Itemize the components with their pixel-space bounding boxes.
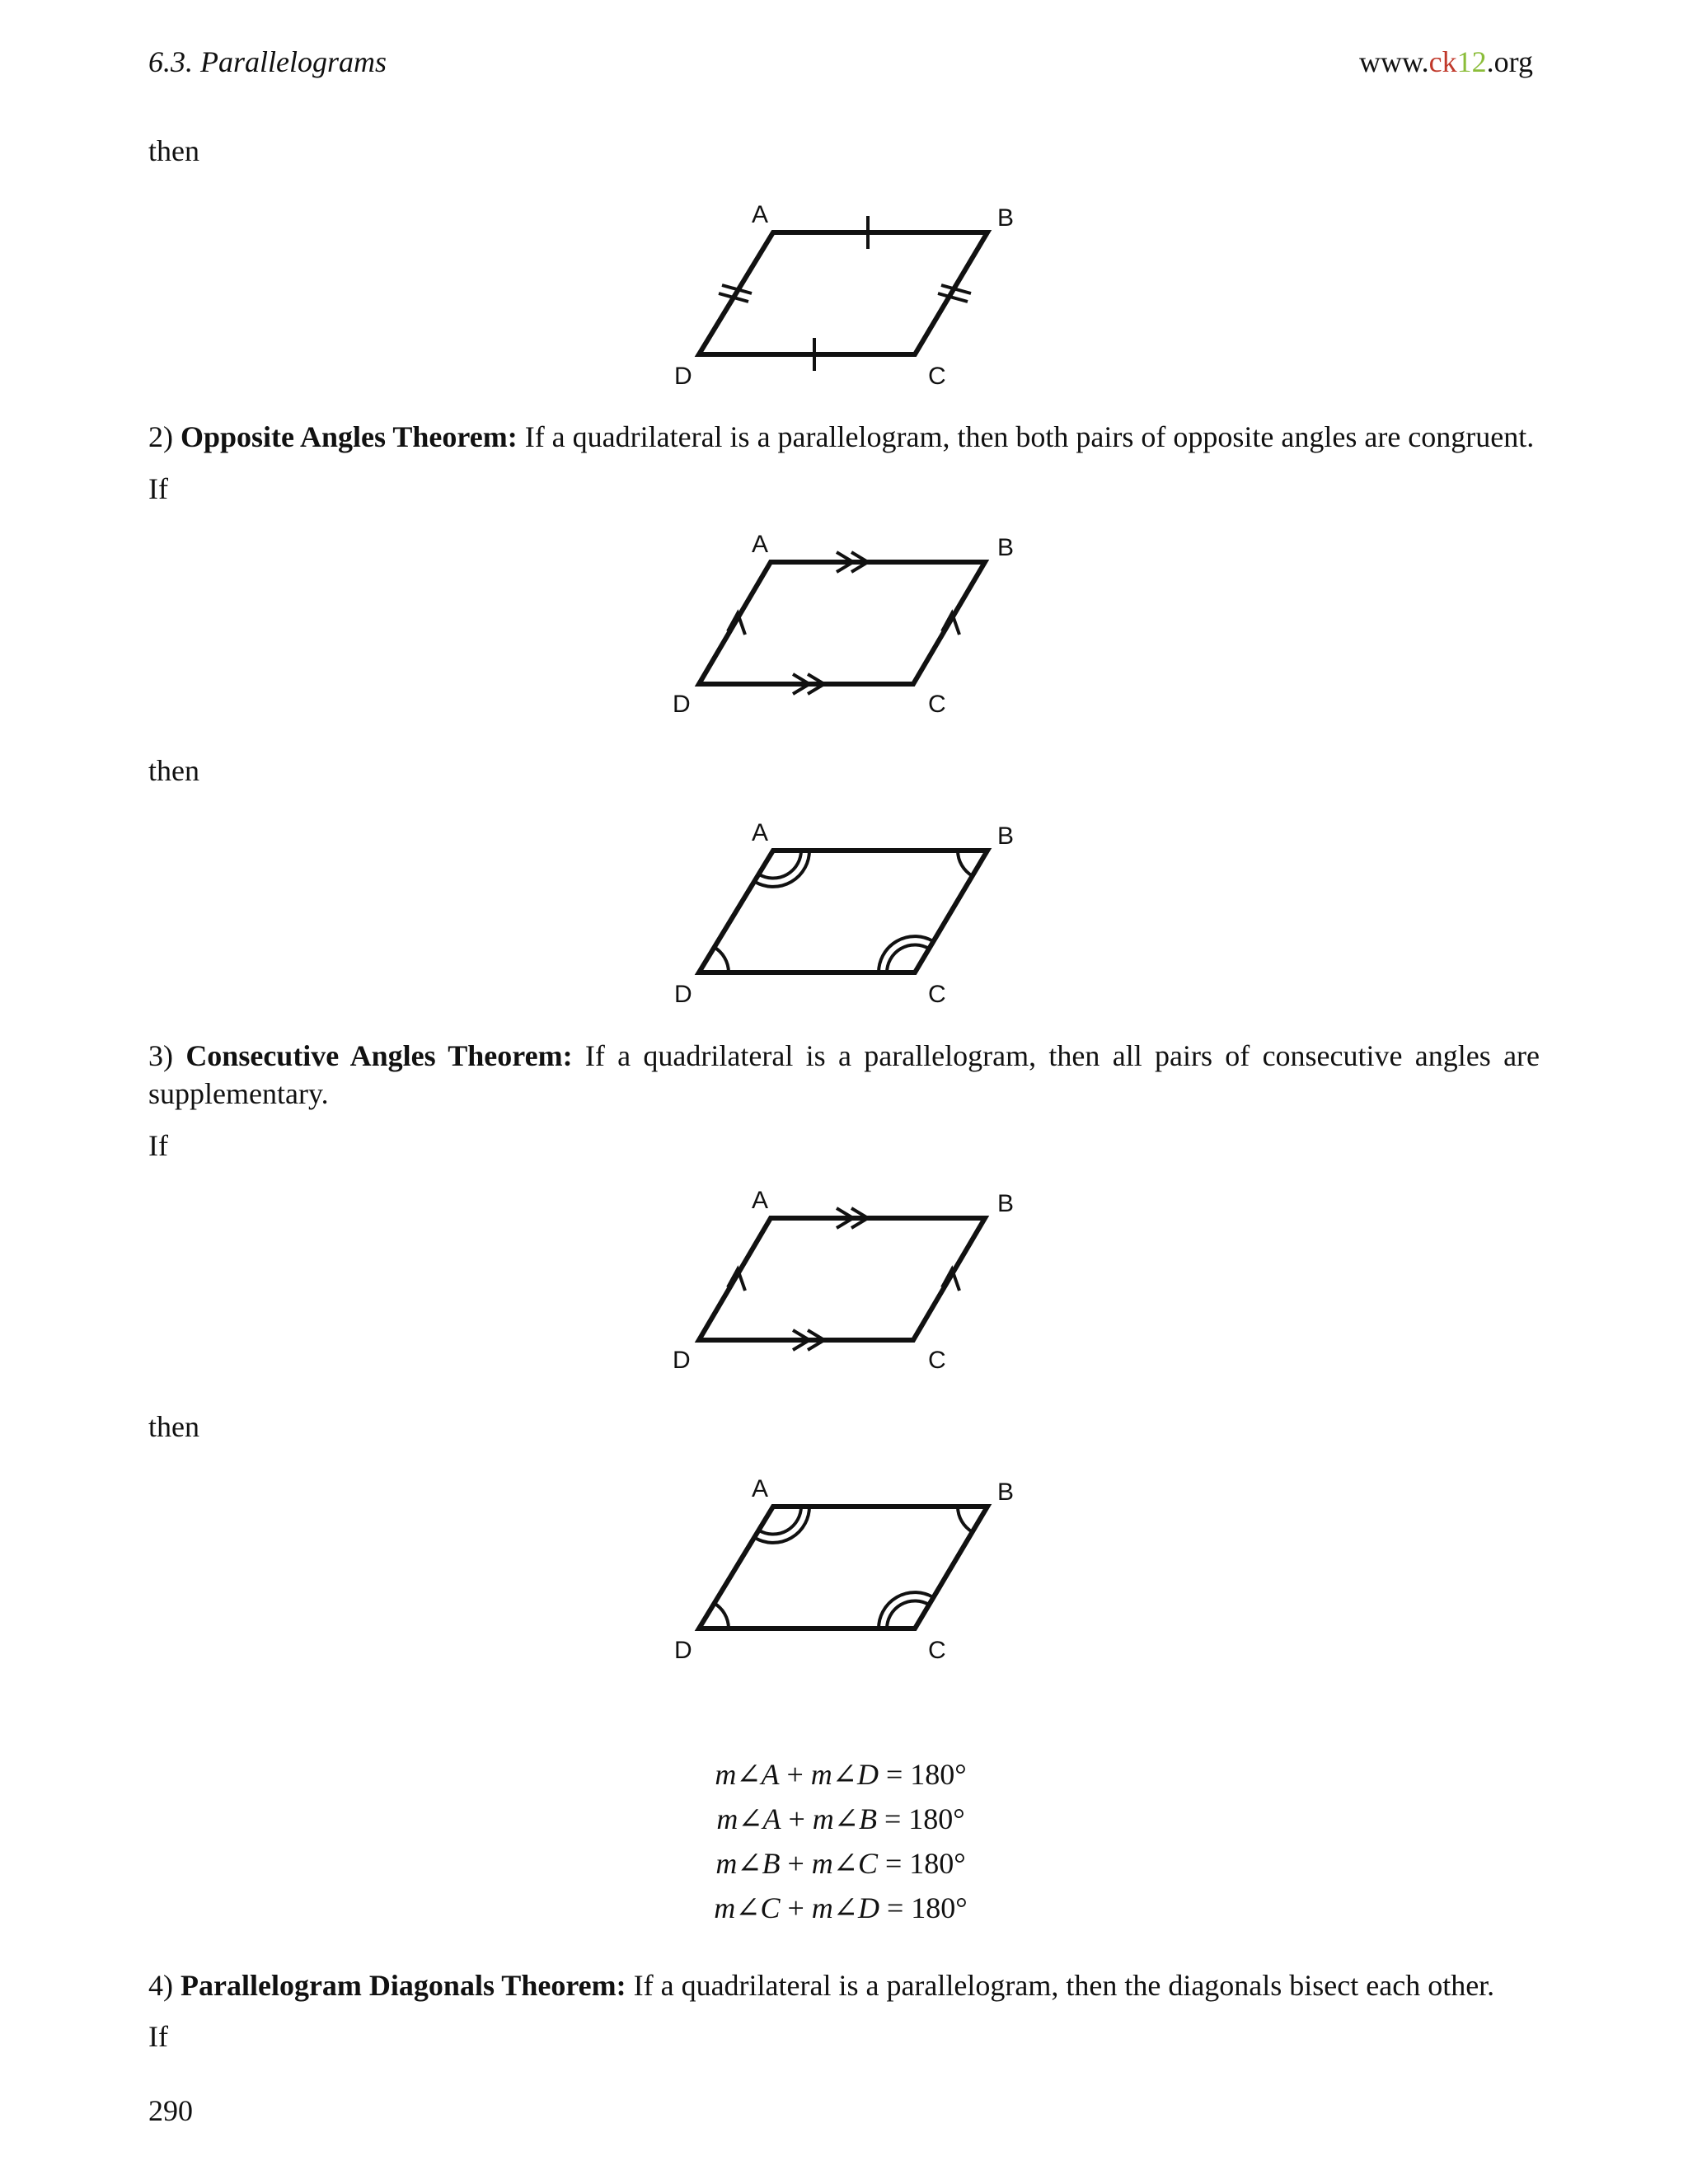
theorem-text: If a quadrilateral is a parallelogram, then both pairs of opposite angles are congruent. [524,420,1535,453]
vertex-label-c: C [928,691,946,718]
figure-congruent-sides [643,190,1055,420]
equation-operator: + [786,1758,804,1791]
equation-term: m∠A [716,1802,781,1835]
equation-line [577,1886,1104,1930]
if-label-3: If [148,2020,168,2053]
vertex-label-b: B [997,1190,1015,1217]
site-url-12: 12 [1456,45,1487,78]
theorem-number: 2) [148,420,173,453]
page-number: 290 [148,2094,193,2127]
theorem-text: If a quadrilateral is a parallelogram, then all pairs of consecutive angles are [584,1039,1540,1072]
vertex-label-b: B [997,823,1015,850]
theorem-number: 3) [148,1039,173,1072]
equation-term: m∠D [811,1891,879,1924]
equation-term: m∠C [811,1847,878,1880]
vertex-label-d: D [674,1637,692,1664]
equation-term: m∠B [715,1847,781,1880]
equation-operator: = [884,1847,903,1880]
vertex-label-c: C [928,1347,946,1374]
equation-value: 180° [910,1758,967,1791]
equation-operator: = [886,1891,904,1924]
equation-value: 180° [911,1891,968,1924]
then-label-3: then [148,1410,199,1443]
figure-angle-marks-1 [643,808,1055,1038]
site-url-prefix: www. [1359,45,1429,78]
vertex-label-b: B [997,534,1015,561]
equation-operator: + [787,1891,804,1924]
theorem-diagonals [148,1966,1540,2004]
section-title: 6.3. Parallelograms [148,45,387,78]
equation-line [577,1752,1104,1797]
equation-operator: = [884,1802,902,1835]
theorem-number: 4) [148,1969,173,2002]
vertex-label-a: A [752,819,769,846]
equation-operator: + [788,1802,805,1835]
figure-parallel-sides-2 [643,1175,1055,1406]
equation-block [577,1752,1104,1930]
vertex-label-b: B [997,1479,1015,1506]
equation-value: 180° [908,1802,965,1835]
equation-operator: + [787,1847,804,1880]
equation-operator: = [885,1758,903,1791]
vertex-label-d: D [673,691,691,718]
site-url[interactable] [1359,45,1533,79]
equation-line [577,1841,1104,1886]
vertex-label-c: C [928,1637,946,1664]
vertex-label-a: A [752,1187,769,1214]
site-url-ck: ck [1428,45,1457,78]
vertex-label-c: C [928,363,946,390]
equation-value: 180° [909,1847,966,1880]
if-label-1: If [148,472,168,505]
equation-line [577,1797,1104,1841]
equation-term: m∠C [714,1891,781,1924]
vertex-label-d: D [673,1347,691,1374]
if-label-2: If [148,1129,168,1162]
equation-term: m∠D [810,1758,879,1791]
vertex-label-c: C [928,981,946,1008]
equation-term: m∠A [715,1758,780,1791]
then-label-2: then [148,754,199,787]
equation-term: m∠B [812,1802,877,1835]
theorem-name: Opposite Angles Theorem: [181,420,518,453]
vertex-label-a: A [752,531,769,558]
vertex-label-a: A [752,201,769,228]
theorem-text: If a quadrilateral is a parallelogram, then the diagonals bisect each other. [633,1969,1495,2002]
vertex-label-a: A [752,1475,769,1502]
figure-angle-marks-2 [643,1464,1055,1694]
theorem-text-continued: supplementary. [148,1077,329,1110]
theorem-name: Parallelogram Diagonals Theorem: [181,1969,626,2002]
vertex-label-b: B [997,204,1015,232]
theorem-opposite-angles [148,418,1540,456]
then-label-1: then [148,134,199,167]
theorem-name: Consecutive Angles Theorem: [185,1039,573,1072]
site-url-suffix: .org [1486,45,1533,78]
theorem-consecutive-angles [148,1037,1540,1075]
vertex-label-d: D [674,981,692,1008]
vertex-label-d: D [674,363,692,390]
figure-parallel-sides-1 [643,519,1055,750]
